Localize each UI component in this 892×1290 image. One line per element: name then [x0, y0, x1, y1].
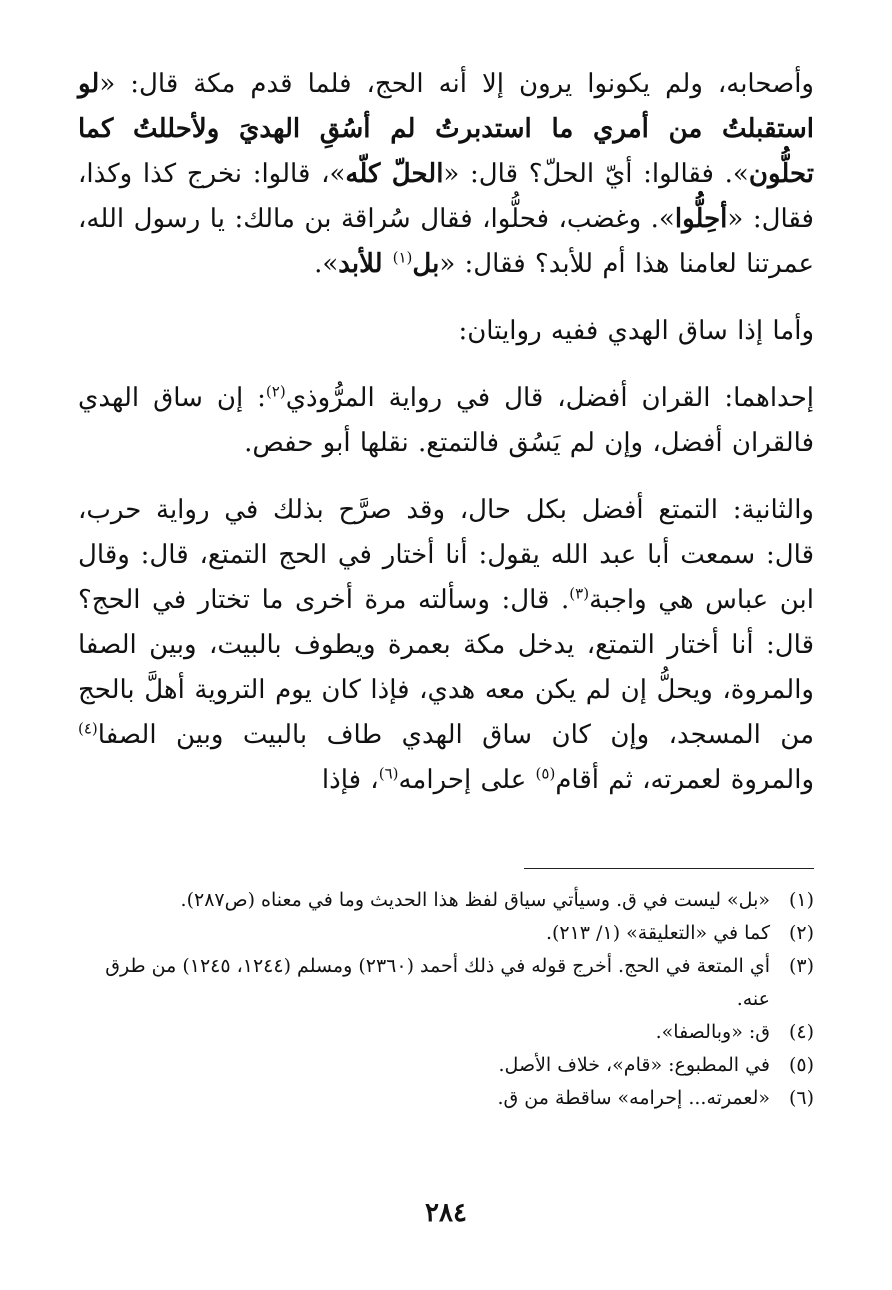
paragraph-3 [78, 376, 814, 466]
footnote-number: (٥) [788, 1054, 814, 1076]
paragraph-1 [78, 62, 814, 287]
footnote [78, 1049, 814, 1082]
text-run: ». [314, 249, 339, 279]
text-run: ». وغضب، فحلُّوا، فقال سُراقة بن مالك: يا رسول الله، عمرتنا لعامنا هذا أم للأبد؟ فقال: « [78, 204, 814, 279]
text-run: ، فإذا [321, 765, 379, 795]
footnote-ref: (٤) [78, 719, 98, 738]
footnote-text: كما في «التعليقة» (١/ ٢١٣). [545, 922, 770, 944]
footnote-ref: (٣) [569, 584, 590, 603]
footnote-number: (٣) [788, 955, 814, 977]
footnote-ref: (١) [392, 248, 413, 267]
hadith-quote: للأبد [338, 249, 393, 279]
footnote-number: (٢) [788, 922, 814, 944]
footnote-number: (٦) [788, 1087, 814, 1109]
hadith-quote: بل [412, 249, 440, 279]
text-run: ». فقالوا: أيّ الحلّ؟ قال: « [443, 159, 749, 189]
hadith-quote: أحِلُّوا [674, 204, 728, 234]
text-run: والثانية: التمتع أفضل بكل حال، وقد صرَّح بذلك في رواية حرب، قال: سمعت أبا عبد الله يقول: أنا أختار في الحج التمتع، قال: وقال ابن عباس هي واجبة [78, 495, 814, 615]
text-run: والمروة لعمرته، ثم أقام [555, 765, 814, 795]
footnote [78, 950, 814, 1016]
footnote-ref: (٦) [378, 764, 399, 783]
text-run: : إن ساق الهدي فالقران أفضل، وإن لم يَسُق فالتمتع. نقلها أبو حفص. [78, 383, 814, 458]
footnote [78, 917, 814, 950]
footnote-ref: (٢) [265, 382, 286, 401]
text-run: . قال: وسألته مرة أخرى ما تختار في الحج؟ قال: أنا أختار التمتع، يدخل مكة بعمرة ويطوف بالبيت، وبين الصفا والمروة، ويحلُّ إن لم يكن معه هدي، فإذا كان يوم التروية أهلَّ بالحج من المسجد، وإن كان ساق الهدي طاف بالبيت وبين الصفا [78, 585, 814, 750]
footnote-text: أي المتعة في الحج. أخرج قوله في ذلك أحمد (٢٣٦٠) ومسلم (١٢٤٤، ١٢٤٥) من طرق عنه. [105, 955, 770, 1010]
paragraph-4 [78, 488, 814, 803]
footnote-number: (٤) [788, 1021, 814, 1043]
footnote-number: (١) [788, 889, 814, 911]
footnote-ref: (٥) [535, 764, 556, 783]
footnote [78, 1016, 814, 1049]
text-run: على إحرامه [398, 765, 536, 795]
text-run: وأصحابه، ولم يكونوا يرون إلا أنه الحج، فلما قدم مكة قال: « [99, 69, 814, 99]
footnote-text: ق: «وبالصفا». [655, 1021, 770, 1043]
footnote [78, 1082, 814, 1115]
footnote-text: «بل» ليست في ق. وسيأتي سياق لفظ هذا الحديث وما في معناه (ص٢٨٧). [180, 889, 770, 911]
footnote [78, 884, 814, 917]
footnote-divider [524, 868, 814, 869]
hadith-quote: لو استقبلتُ من أمري ما استدبرتُ لم أسُقِ الهديَ ولأحللتُ كما تحلُّون [78, 69, 814, 189]
page-number: ٢٨٤ [425, 1198, 467, 1228]
text-run: إحداهما: القران أفضل، قال في رواية المرُّوذي [285, 383, 814, 413]
footnote-text: «لعمرته... إحرامه» ساقطة من ق. [497, 1087, 770, 1109]
paragraph-2 [78, 309, 814, 354]
main-text [78, 62, 814, 803]
footnotes [78, 884, 814, 1115]
hadith-quote: الحلّ كلّه [345, 159, 444, 189]
footnote-text: في المطبوع: «قام»، خلاف الأصل. [498, 1054, 770, 1076]
text-run: »، قالوا: نخرج كذا وكذا، فقال: « [78, 159, 814, 234]
text-run: وأما إذا ساق الهدي ففيه روايتان: [458, 316, 814, 346]
